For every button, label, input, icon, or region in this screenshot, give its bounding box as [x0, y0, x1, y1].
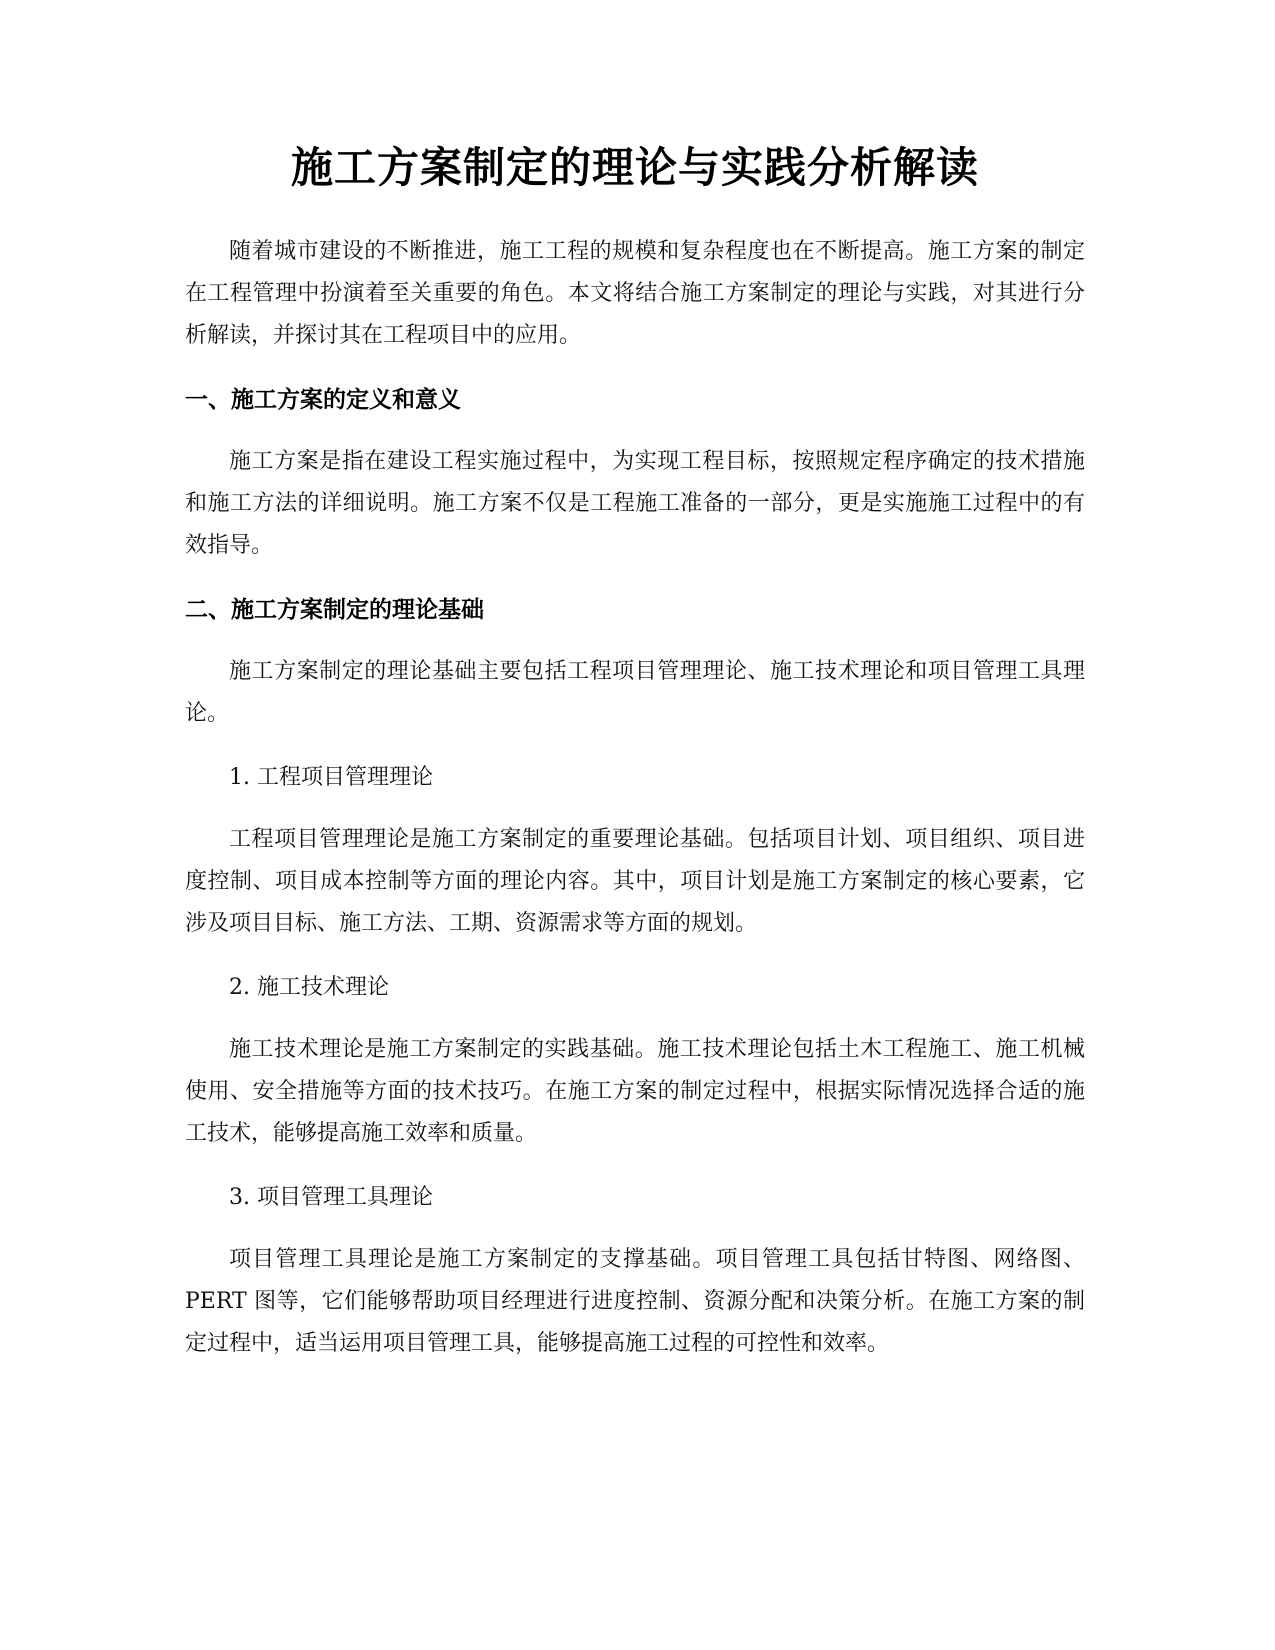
section-1-heading: 一、施工方案的定义和意义 — [185, 386, 461, 413]
section-1-paragraph: 施工方案是指在建设工程实施过程中，为实现工程目标，按照规定程序确定的技术措施和施工方法的详细说明。施工方案不仅是工程施工准备的一部分，更是实施施工过程中的有效指导。 — [185, 448, 1085, 558]
document-title: 施工方案制定的理论与实践分析解读 — [290, 143, 979, 192]
subsection-1-title: 1. 工程项目管理理论 — [229, 764, 433, 790]
subsection-1-paragraph: 工程项目管理理论是施工方案制定的重要理论基础。包括项目计划、项目组织、项目进度控制、项目成本控制等方面的理论内容。其中，项目计划是施工方案制定的核心要素，它涉及项目目标、施工方法、工期、资源需求等方面的规划。 — [185, 826, 1085, 936]
subsection-2-paragraph: 施工技术理论是施工方案制定的实践基础。施工技术理论包括土木工程施工、施工机械使用、安全措施等方面的技术技巧。在施工方案的制定过程中，根据实际情况选择合适的施工技术，能够提高施工效率和质量。 — [185, 1036, 1085, 1146]
document-body — [185, 140, 1085, 1387]
subsection-3-paragraph: 项目管理工具理论是施工方案制定的支撑基础。项目管理工具包括甘特图、网络图、PERT 图等，它们能够帮助项目经理进行进度控制、资源分配和决策分析。在施工方案的制定过程中，适当运用项目管理工具，能够提高施工过程的可控性和效率。 — [185, 1246, 1085, 1356]
section-2-heading: 二、施工方案制定的理论基础 — [185, 596, 484, 623]
subsection-3-title: 3. 项目管理工具理论 — [229, 1184, 433, 1210]
section-2-paragraph: 施工方案制定的理论基础主要包括工程项目管理理论、施工技术理论和项目管理工具理论。 — [185, 658, 1085, 726]
subsection-2-title: 2. 施工技术理论 — [229, 974, 389, 1000]
intro-paragraph: 随着城市建设的不断推进，施工工程的规模和复杂程度也在不断提高。施工方案的制定在工程管理中扮演着至关重要的角色。本文将结合施工方案制定的理论与实践，对其进行分析解读，并探讨其在工程项目中的应用。 — [185, 238, 1085, 348]
